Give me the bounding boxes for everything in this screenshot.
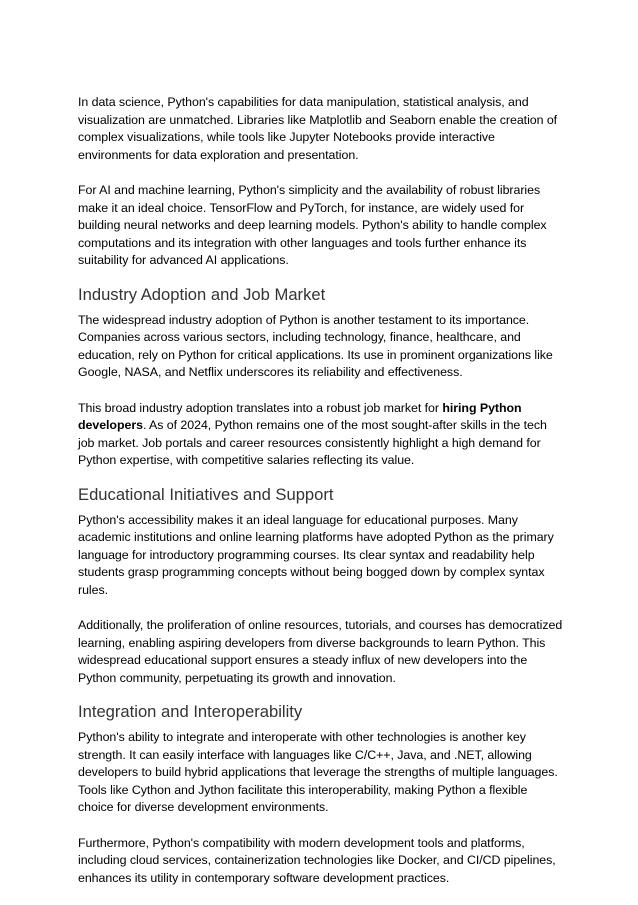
heading-industry-adoption: Industry Adoption and Job Market xyxy=(78,284,326,304)
job-market-bold-phrase: hiring Python developers xyxy=(78,400,522,432)
job-market-text-before: This broad industry adoption translates into a robust job market for xyxy=(78,400,443,415)
job-market-text-after: . As of 2024, Python remains one of the most sought-after skills in the tech job market. Job portals and career resources consistently highlight a high demand for Python expertise, with competitive salaries reflecting its value. xyxy=(78,418,547,467)
intro-paragraph-data-science: In data science, Python's capabilities for data manipulation, statistical analysis, and visualization are unmatched. Libraries like Matplotlib and Seaborn enable the creation of complex visualizations, while tools like Jupyter Notebooks provide interactive environments for data exploration and presentation. xyxy=(78,95,558,162)
industry-paragraph-adoption: The widespread industry adoption of Python is another testament to its importance. Companies across various sectors, including technology, finance, healthcare, and education, rely on Python for critical applications. Its use in prominent organizations like Google, NASA, and Netflix underscores its reliability and effectiveness. xyxy=(78,312,553,379)
document-page xyxy=(78,94,563,905)
intro-paragraph-ai-ml: For AI and machine learning, Python's simplicity and the availability of robust libraries make it an ideal choice. TensorFlow and PyTorch, for instance, are widely used for building neural networks and deep learning models. Python's ability to handle complex computations and its integration with other languages and tools further enhance its suitability for advanced AI applications. xyxy=(78,183,547,267)
heading-integration: Integration and Interoperability xyxy=(78,702,303,721)
industry-paragraph-job-market xyxy=(78,400,563,470)
integration-paragraph-compatibility: Furthermore, Python's compatibility with modern development tools and platforms, including cloud services, containerization technologies like Docker, and CI/CD pipelines, enhances its utility in contemporary software development practices. xyxy=(78,835,556,885)
heading-educational-initiatives: Educational Initiatives and Support xyxy=(78,484,334,504)
education-paragraph-accessibility: Python's accessibility makes it an ideal language for educational purposes. Many academic institutions and online learning platforms have adopted Python as the primary language for introductory programming courses. Its clear syntax and readability help students grasp programming concepts without being bogged down by complex syntax rules. xyxy=(78,512,554,597)
integration-paragraph-interoperability: Python's ability to integrate and interoperate with other technologies is another key strength. It can easily interface with languages like C/C++, Java, and .NET, allowing developers to build hybrid applications that leverage the strengths of multiple languages. Tools like Cython and Jython facilitate this interoperability, making Python a flexible choice for diverse development environments. xyxy=(78,730,558,814)
education-paragraph-resources: Additionally, the proliferation of online resources, tutorials, and courses has democratized learning, enabling aspiring developers from diverse backgrounds to learn Python. This widespread educational support ensures a steady influx of new developers into the Python community, perpetuating its growth and innovation. xyxy=(78,618,563,685)
